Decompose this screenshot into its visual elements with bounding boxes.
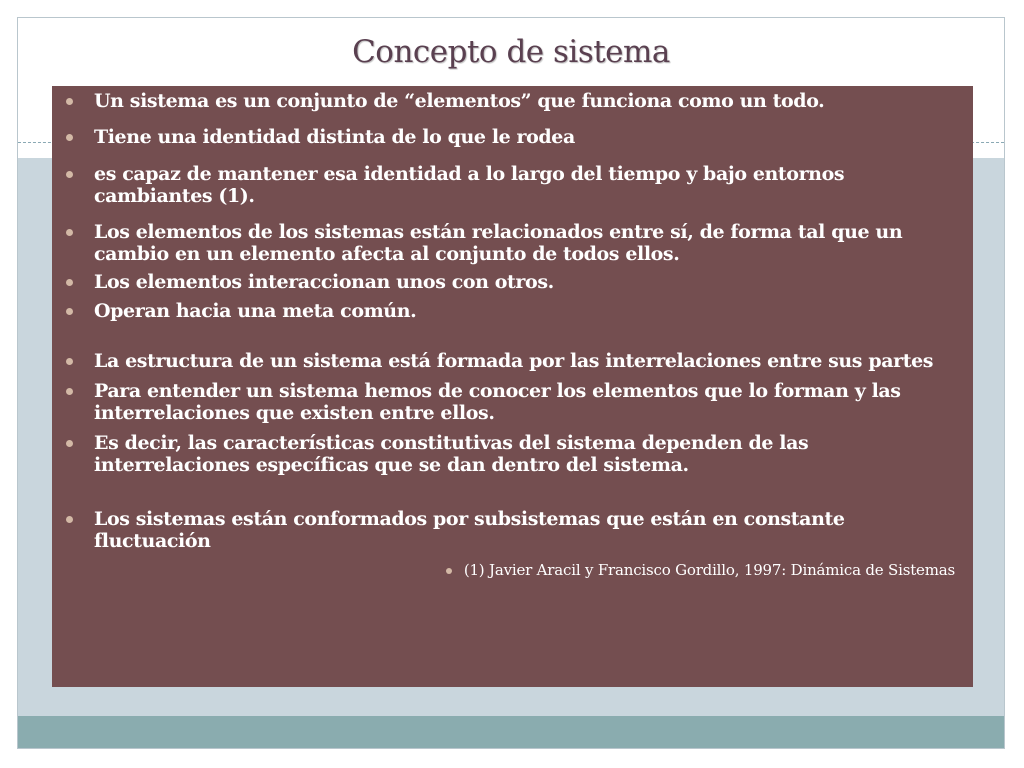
bullet-text: Es decir, las características constitutivas del sistema dependen de las interrelaciones específicas que se dan dentro del sistema.: [94, 432, 809, 476]
bullet-item: [94, 508, 955, 552]
bullet-text: Un sistema es un conjunto de “elementos” que funciona como un todo.: [94, 90, 825, 112]
bullet-text: Los elementos interaccionan unos con otros.: [94, 271, 554, 293]
bullet-icon: [66, 229, 73, 236]
content-box: [52, 86, 973, 687]
bullet-icon: [446, 568, 452, 574]
bullet-item: [94, 380, 955, 424]
bullet-icon: [66, 440, 73, 447]
bullet-icon: [66, 98, 73, 105]
bullet-icon: [66, 516, 73, 523]
bullet-icon: [66, 388, 73, 395]
reference-item: [94, 560, 955, 580]
bullet-item: [94, 163, 955, 207]
bullet-icon: [66, 134, 73, 141]
bullet-item: [94, 221, 955, 265]
bullet-icon: [66, 171, 73, 178]
bullet-item: [94, 300, 955, 322]
bullet-item: [94, 271, 955, 293]
bullet-item: [94, 350, 955, 372]
reference-text: (1) Javier Aracil y Francisco Gordillo, 1997: Dinámica de Sistemas: [463, 561, 955, 579]
bullet-icon: [66, 308, 73, 315]
bullet-text: Los sistemas están conformados por subsistemas que están en constante fluctuación: [94, 508, 845, 552]
bullet-text: Para entender un sistema hemos de conocer los elementos que lo forman y las interrelaciones que existen entre ellos.: [94, 380, 901, 424]
bullet-icon: [66, 279, 73, 286]
bullet-icon: [66, 358, 73, 365]
slide-title: Concepto de sistema: [352, 34, 670, 70]
bullet-list: [94, 90, 955, 580]
bullet-text: Los elementos de los sistemas están relacionados entre sí, de forma tal que un cambio en un elemento afecta al conjunto de todos ellos.: [94, 221, 903, 265]
bullet-text: Tiene una identidad distinta de lo que le rodea: [94, 126, 575, 148]
slide-footer-band: [18, 716, 1004, 749]
bullet-item: [94, 432, 955, 476]
bullet-text: es capaz de mantener esa identidad a lo largo del tiempo y bajo entornos cambiantes (1).: [94, 163, 845, 207]
bullet-item: [94, 90, 955, 112]
slide: [17, 17, 1005, 749]
bullet-item: [94, 126, 955, 148]
bullet-text: Operan hacia una meta común.: [94, 300, 417, 322]
bullet-text: La estructura de un sistema está formada por las interrelaciones entre sus partes: [94, 350, 934, 372]
